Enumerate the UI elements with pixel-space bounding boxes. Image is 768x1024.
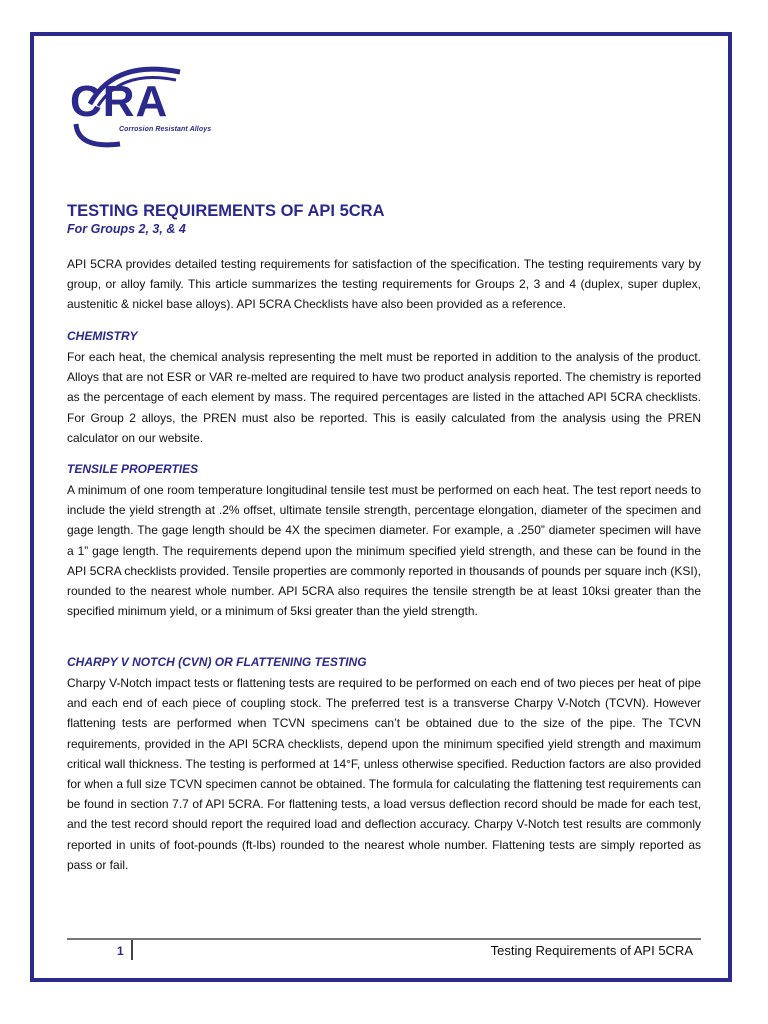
- footer-rule: [67, 938, 701, 940]
- section-body-charpy: Charpy V-Notch impact tests or flattening tests are required to be performed on each end of two pieces per heat of pipe and each end of each piece of coupling stock. The preferred test is a transverse Charpy V-Notch (TCVN). However flattening tests are performed when TCVN specimens can’t be obtained due to the size of the pipe. The TCVN requirements, provided in the API 5CRA checklists, depend upon the minimum specified yield strength and maximum critical wall thickness. The testing is performed at 14°F, unless otherwise specified. Reduction factors are also provided for when a full size TCVN specimen cannot be obtained. The formula for calculating the flattening test requirements can be found in section 7.7 of API 5CRA. For flattening tests, a load versus deflection record should be made for each test, and the test record should report the required load and deflection accuracy. Charpy V-Notch test results are commonly reported in units of foot-pounds (ft-lbs) rounded to the nearest whole number. Flattening tests are simply reported as pass or fail.: [67, 676, 701, 872]
- logo-text: CRA: [70, 77, 169, 126]
- section-heading-chemistry: CHEMISTRY: [67, 329, 138, 343]
- section-heading-tensile: TENSILE PROPERTIES: [67, 462, 199, 476]
- page-title: TESTING REQUIREMENTS OF API 5CRA: [67, 202, 385, 220]
- section-body-chemistry: For each heat, the chemical analysis representing the melt must be reported in addition to the analysis of the product. Alloys that are not ESR or VAR re-melted are required to have two product analysis reported. The chemistry is reported as the percentage of each element by mass. The required percentages are listed in the attached API 5CRA checklists. For Group 2 alloys, the PREN must also be reported. This is easily calculated from the analysis using the PREN calculator on our website.: [67, 350, 701, 445]
- logo-tagline: Corrosion Resistant Alloys: [119, 126, 212, 133]
- page-subtitle: For Groups 2, 3, & 4: [67, 222, 186, 236]
- intro-paragraph: API 5CRA provides detailed testing requirements for satisfaction of the specification. The testing requirements vary by group, or alloy family. This article summarizes the testing requirements for Groups 2, 3 and 4 (duplex, super duplex, austenitic & nickel base alloys). API 5CRA Checklists have also been provided as a reference.: [67, 257, 701, 312]
- footer-title: Testing Requirements of API 5CRA: [490, 943, 693, 958]
- section-heading-charpy: CHARPY V NOTCH (CVN) OR FLATTENING TESTING: [67, 655, 367, 669]
- page-number: 1: [117, 944, 124, 958]
- footer-divider: [131, 940, 133, 960]
- section-body-tensile: A minimum of one room temperature longitudinal tensile test must be performed on each heat. The test report needs to include the yield strength at .2% offset, ultimate tensile strength, percentage elongation, diameter of the specimen and gage length. The gage length should be 4X the specimen diameter. For example, a .250” diameter specimen will have a 1” gage length. The requirements depend upon the minimum specified yield strength, and these can be found in the API 5CRA checklists provided. Tensile properties are commonly reported in thousands of pounds per square inch (KSI), rounded to the nearest whole number. API 5CRA also requires the tensile strength be at least 10ksi greater than the specified minimum yield, or a minimum of 5ksi greater than the yield strength.: [67, 483, 701, 619]
